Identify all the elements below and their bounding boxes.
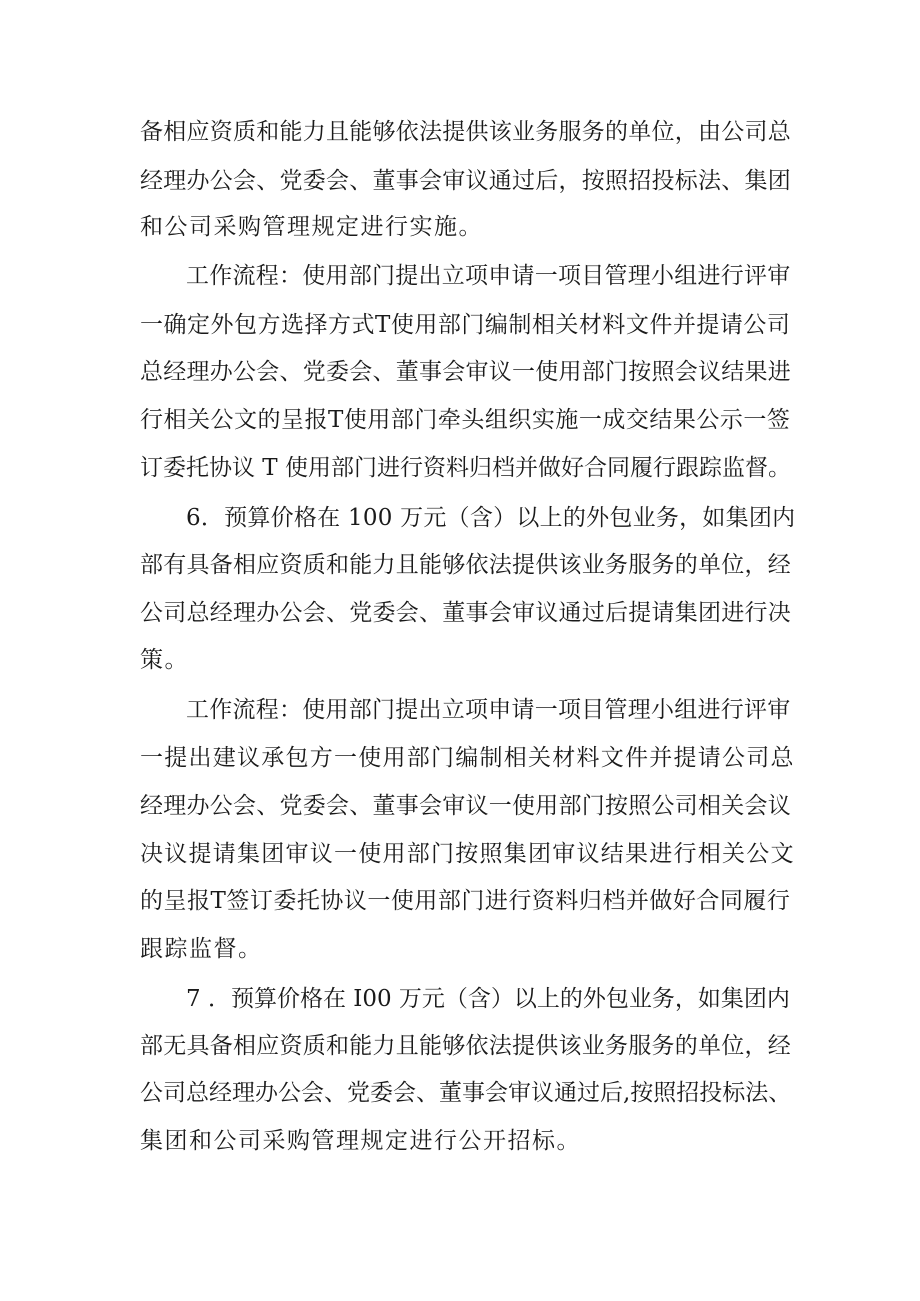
paragraph-line: 决议提请集团审议一使用部门按照集团审议结果进行相关公文	[140, 841, 795, 867]
paragraph-line: 6．预算价格在 100 万元（含）以上的外包业务，如集团内	[186, 505, 796, 531]
paragraph-line: 一确定外包方选择方式T使用部门编制相关材料文件并提请公司	[140, 312, 791, 338]
paragraph-line: 部有具备相应资质和能力且能够依法提供该业务服务的单位，经	[140, 552, 791, 578]
paragraph-line: 总经理办公会、党委会、董事会审议一使用部门按照会议结果进	[140, 359, 791, 385]
paragraph-line: 一提出建议承包方一使用部门编制相关材料文件并提请公司总	[140, 745, 795, 771]
paragraph-line: 和公司采购管理规定进行实施。	[140, 214, 483, 240]
paragraph-line: 经理办公会、党委会、董事会审议通过后，按照招投标法、集团	[140, 168, 791, 194]
paragraph-line: 公司总经理办公会、党委会、董事会审议通过后,按照招投标法、	[140, 1080, 792, 1106]
paragraph-line: 跟踪监督。	[140, 936, 263, 962]
paragraph-line: 订委托协议 T 使用部门进行资料归档并做好合同履行跟踪监督。	[140, 455, 791, 481]
paragraph-line: 备相应资质和能力且能够依法提供该业务服务的单位，由公司总	[140, 119, 791, 145]
paragraph-line: 7 ．预算价格在 I00 万元（含）以上的外包业务，如集团内	[186, 986, 790, 1012]
paragraph-line: 部无具备相应资质和能力且能够依法提供该业务服务的单位，经	[140, 1033, 791, 1059]
paragraph-line: 集团和公司采购管理规定进行公开招标。	[140, 1128, 581, 1154]
paragraph-line: 经理办公会、党委会、董事会审议一使用部门按照公司相关会议	[140, 793, 791, 819]
paragraph-line: 工作流程：使用部门提出立项申请一项目管理小组进行评审	[186, 697, 791, 723]
paragraph-line: 公司总经理办公会、党委会、董事会审议通过后提请集团进行决	[140, 600, 791, 626]
paragraph-line: 策。	[140, 647, 189, 673]
paragraph-line: 的呈报T签订委托协议一使用部门进行资料归档并做好合同履行	[140, 888, 791, 914]
paragraph-line: 行相关公文的呈报T使用部门牵头组织实施一成交结果公示一签	[140, 407, 791, 433]
paragraph-line: 工作流程：使用部门提出立项申请一项目管理小组进行评审	[186, 263, 791, 289]
